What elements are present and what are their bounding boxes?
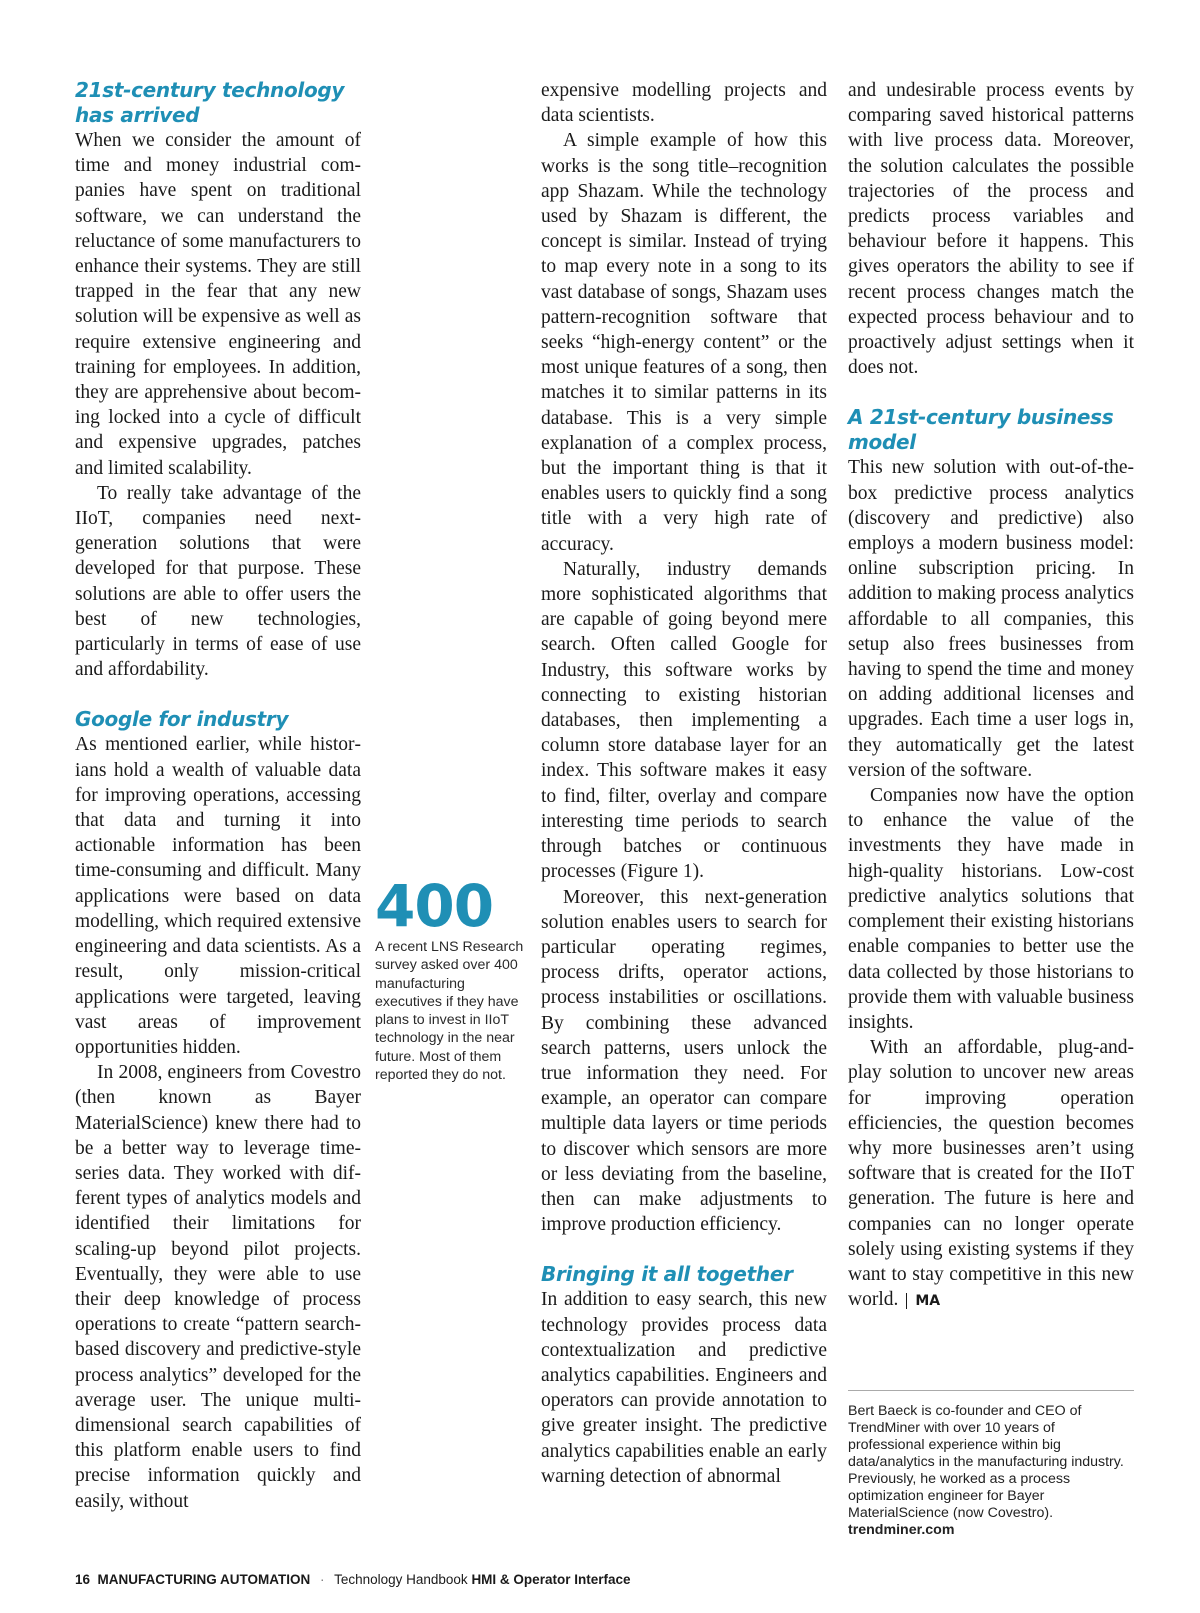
page-number: 16 bbox=[75, 1572, 91, 1587]
section-heading-bringing-it-all-together: Bringing it all together bbox=[541, 1262, 793, 1287]
paragraph: When we consider the amount of time and money industrial companies have spent on traditional software, we can understand the reluctance of some manufacturers to enhance their systems. They are still trapped in the fear that any new solution will be expensive as well as require extensive engineering and training for employees. In addition, they are apprehensive about becoming locked into a cycle of difficult and expensive upgrades, patches and limited scalability. bbox=[75, 130, 361, 479]
publication-name: MANUFACTURING AUTOMATION bbox=[97, 1572, 311, 1587]
paragraph: This new solution with out-of-the-box predictive process analytics (discovery and predictive) also employs a modern business model: online subscription pricing. In addition to making process analytics affordable to all companies, this setup also frees businesses from having to spend the time and money on adding additional licenses and upgrades. Each time a user logs in, they automatically get the latest version of the software. bbox=[848, 457, 1134, 781]
article-column-1 bbox=[75, 78, 361, 1514]
author-website-link[interactable]: trendminer.com bbox=[848, 1522, 955, 1538]
topic-name: HMI & Operator Interface bbox=[471, 1572, 631, 1587]
final-paragraph-text: With an affordable, plug-and-play solution to uncover new areas for improving operation efficiencies, the question becomes why more businesses aren’t using software that is created for the IIoT generation. The future is here and companies can no longer operate solely using existing systems if they want to stay competitive in this new world. bbox=[848, 1037, 1134, 1311]
paragraph: To really take advantage of the IIoT, companies need next-generation solutions that were developed for that purpose. These solutions are able to offer users the best of new technologies, particularly in terms of ease of use and affordability. bbox=[75, 482, 361, 681]
pull-quote bbox=[375, 872, 535, 1084]
section-heading-21st-century-technology: 21st-century technology has arrived bbox=[75, 78, 345, 127]
section-heading-google-for-industry: Google for industry bbox=[75, 707, 289, 732]
section-heading-business-model: A 21st-century business model bbox=[848, 405, 1114, 455]
paragraph: expensive modelling projects and data scientists. bbox=[541, 80, 827, 127]
paragraph: and undesirable process events by comparing saved historical patterns with live process data. Moreover, the solution calculates the possible trajectories of the process and predicts process variables and behaviour before it happens. This gives operators the ability to see if recent process changes match the expected process behaviour and to proactively adjust settings when it does not. bbox=[848, 80, 1134, 379]
section-name: Technology Handbook bbox=[334, 1572, 468, 1587]
article-column-2 bbox=[541, 78, 827, 1489]
end-mark: MA bbox=[906, 1293, 940, 1309]
paragraph: A simple example of how this works is the song title–recognition app Shazam. While the technology used by Shazam is different, the concept is similar. Instead of trying to map every note in a song to its vast database of songs, Shazam uses pattern-recognition software that seeks “high-energy content” or the most unique features of a song, then matches it to similar patterns in its database. This is a very simple explanation of a complex process, but the important thing is that it enables users to quickly find a song title with a very high rate of accuracy. bbox=[541, 130, 827, 555]
footer-separator: · bbox=[320, 1572, 325, 1587]
author-bio bbox=[848, 1390, 1134, 1539]
paragraph bbox=[848, 1035, 1134, 1314]
paragraph: Naturally, industry demands more sophisticated algorithms that are capable of going beyond mere search. Often called Google for Industry, this software works by connecting to existing historian databases, then implementing a column store database layer for an index. This software makes it easy to find, filter, overlay and compare interesting time periods to search through batches or continuous processes (Figure 1). bbox=[541, 558, 827, 883]
author-bio-text: Bert Baeck is co-founder and CEO of TrendMiner with over 10 years of professional experience within big data/analytics in the manufacturing industry. Previously, he worked as a process optimization engineer for Bayer MaterialScience (now Covestro). bbox=[848, 1403, 1124, 1521]
pull-quote-text: A recent LNS Research survey asked over 400 manufacturing executives if they have plans to invest in IIoT technology in the near future. Most of them reported they do not. bbox=[375, 939, 524, 1084]
pull-quote-number: 400 bbox=[375, 872, 494, 940]
paragraph: In 2008, engineers from Covestro (then known as Bayer MaterialScience) knew there had to be a better way to leverage time-series data. They worked with different types of analytics models and identified their limitations for scaling-up beyond pilot projects. Eventually, they were able to use their deep knowledge of process operations to create “pattern search-based discovery and predictive-style process analytics” developed for the average user. The unique multi-dimensional search capabilities of this platform enable users to find precise information quickly and easily, without bbox=[75, 1062, 361, 1512]
paragraph: Companies now have the option to enhance the value of the investments they have made in high-quality historians. Low-cost predictive analytics solutions that complement their existing historians enable companies to better use the data collected by those historians to provide them with valuable business insights. bbox=[848, 785, 1134, 1033]
article-column-3 bbox=[848, 78, 1134, 1314]
paragraph: Moreover, this next-generation solution enables users to search for particular operating regimes, process drifts, operator actions, process instabilities or oscillations. By combining these advanced search patterns, users unlock the true information they need. For example, an operator can compare multiple data layers or time periods to discover which sensors are more or less deviating from the baseline, then can make adjustments to improve production efficiency. bbox=[541, 886, 827, 1236]
paragraph: In addition to easy search, this new technology provides process data contextualization and predictive analytics capabilities. Engineers and operators can provide annotation to give greater insight. The predictive analytics capabilities enable an early warning detection of abnormal bbox=[541, 1289, 827, 1487]
page-footer bbox=[75, 1572, 630, 1587]
paragraph: As mentioned earlier, while historians hold a wealth of valuable data for improving operations, accessing that data and turning it into actionable information has been time-consuming and difficult. Many applications were based on data modelling, which required extensive engineering and data scientists. As a result, only mission-critical applications were targeted, leaving vast areas of improvement opportunities hidden. bbox=[75, 734, 361, 1058]
